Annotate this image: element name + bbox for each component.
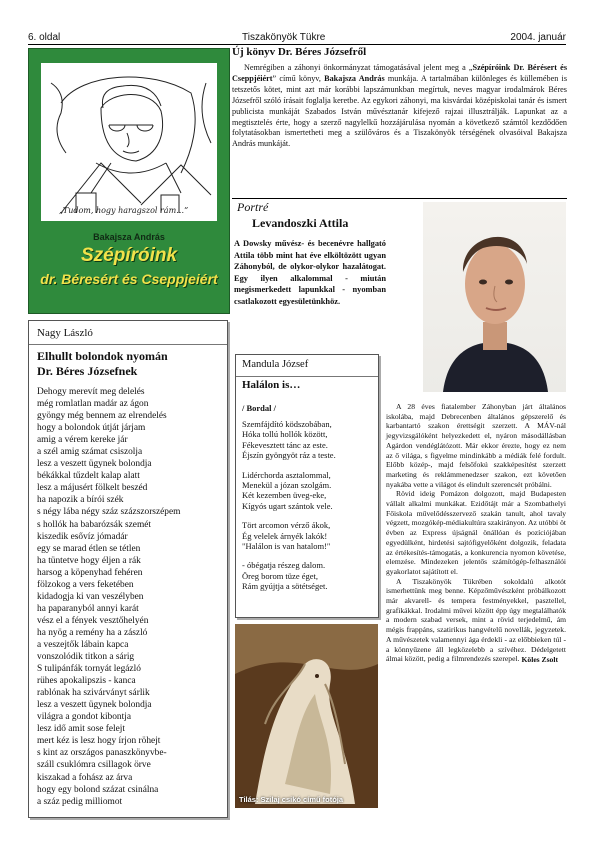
page-header: [28, 32, 566, 45]
poem2-line: "Halálon is van hatalom!": [242, 541, 331, 552]
poem1-line: mert kéz is lesz hogy írjon röhejt: [37, 736, 161, 747]
poem1-author: Nagy László: [37, 327, 93, 339]
poem2-genre: / Bordal /: [242, 403, 277, 413]
poem1-rule: [29, 344, 227, 345]
cover-author: Bakajsza András: [93, 232, 165, 242]
sculpture-photo: [235, 624, 378, 808]
poem2-line: Kígyós ugart szántok vele.: [242, 500, 333, 511]
poem1-line: ha tüntetve hogy éljen a rák: [37, 555, 141, 566]
poem2-stanzas: [242, 419, 374, 601]
book-article-headline: Új könyv Dr. Béres Józsefről: [232, 46, 367, 58]
photo-caption: Tilás: Szilaj csikó című fotója: [239, 795, 344, 804]
portrait-signature: Köles Zsolt: [521, 654, 558, 664]
book-article: [232, 46, 567, 150]
poem1-line: fölzokog a vers feketében: [37, 579, 134, 590]
poem1-line: lesz a veszett ügynek bolondja: [37, 700, 152, 711]
poem1-line: S tulipánfák tornyát legázló: [37, 664, 141, 675]
newspaper-title: Tiszakönyök Tükre: [242, 32, 326, 43]
poem1-line: még romlatlan madár az ágon: [37, 399, 149, 410]
poem1-line: száll csuklómra csillagok örve: [37, 760, 151, 771]
poem2-line: Két kezemben üveg-eke,: [242, 490, 327, 501]
poem1-line: békákkal tűzdelt kalap alatt: [37, 471, 140, 482]
poem1-line: lesz a májusért fölkelt beszéd: [37, 483, 148, 494]
cover-title-2: dr. Béresért és Cseppjeiért: [40, 271, 218, 287]
poem2-line: Fékevesztett tánc az este.: [242, 439, 328, 450]
poem1-line: kidadogja ki van veszélyben: [37, 591, 144, 602]
poem1-line: a veszejtők lábain kapca: [37, 639, 129, 650]
cover-caption: „Tudom, hogy haragszol rám…”: [59, 206, 189, 215]
poem1-line: hogy egy bolond százat csinálna: [37, 784, 159, 795]
poem2-stanza: [242, 520, 374, 551]
poem1-lines: [37, 386, 223, 808]
poem1-line: harsog a köpenyhad fehéren: [37, 567, 143, 578]
poem2-stanza: [242, 560, 374, 591]
poem1-line: vész el a fények vesztőhelyén: [37, 615, 149, 626]
poem-box-mandula: [235, 354, 379, 618]
portrait-drawing-icon: [41, 63, 217, 221]
poem1-line: egy se marad étlen se tétlen: [37, 543, 141, 554]
portrait-paragraph-1: A 28 éves fiatalember Záhonyban járt általános iskolába, majd Debrecenben általános gépszerelő és karbantartó szakon érettségit szerzett. A MÁV-nál jegyvizsgálóként helyezkedett el, nyáron másodállásban Agárdon vendéglátózott. Már ekkor érezte, hogy ez nem az ő világa, s figyelme mindinkább a médiák felé fordult. Előbb közép-, majd felsőfokú szakképesítést szerzett marketing és reklámmenedzser szakon, ezt követően nyakába vette a világot és elindult szerencsét próbálni.: [386, 402, 566, 489]
poem1-line: ha paparanyból annyi karát: [37, 603, 139, 614]
poem1-line: Dehogy merevít meg delelés: [37, 387, 145, 397]
poem2-rule: [236, 376, 378, 377]
poem1-line: s hollók ha babarózsák szemét: [37, 519, 152, 530]
poem1-line: világra a gondot kibontja: [37, 712, 131, 723]
portrait-lead: A Dowsky művész- és becenévre hallgató Attila több mint hat éve elköltözött ugyan Záhonyból, de olykor-olykor hazalátogat. Egy ilyen alkalommal - miután megismerkedett lapunkkal - nyomban csatlakozott egyesületünkhöz.: [234, 239, 386, 306]
driftwood-horse-icon: [235, 624, 378, 808]
issue-date: 2004. január: [510, 32, 566, 43]
poem1-line: kiszedik esővíz jómadár: [37, 531, 128, 542]
poem2-line: Menekül a józan szolgám.: [242, 480, 332, 491]
poem2-author: Mandula József: [242, 359, 309, 370]
poem2-line: Öreg borom tüze éget,: [242, 570, 318, 581]
poem-box-nagy: [28, 320, 228, 818]
poem1-line: a szél amig számat csiszolja: [37, 447, 143, 458]
poem2-line: Ég velelek árnyék lakók!: [242, 530, 328, 541]
poem2-title: Halálon is…: [242, 379, 301, 391]
poem1-line: lesz a veszett ügynek bolondja: [37, 459, 152, 470]
poem1-line: amig a vérem kereke jár: [37, 435, 128, 446]
portrait-photo: [423, 202, 566, 392]
poem1-line: rablónak ha szivárványt sárlik: [37, 688, 150, 699]
poem1-line: ha napozik a bírói szék: [37, 495, 124, 506]
portrait-name: Levandoszki Attila: [252, 216, 349, 230]
portrait-paragraph-2: Rövid ideig Pomázon dolgozott, majd Budapesten vállalt alkalmi munkákat. Ezidőtájt már a Szombathelyi Főiskola művelődésszervező szakán tanult, ahol tavaly végzett, mozgókép-médiakultúra szakirányon. Az utóbbi öt évben az Express újságnál önállóan és pozíciójában egyedülként, hirdetési sajtófigyelőként dolgozik, feladata az értékesítés-támogatás, a konkurencia nyomon követése, elemzése. Mindezeken jelentős számítógép-felhasználói gyakorlatot sajátított el.: [386, 489, 566, 576]
poem2-stanza: [242, 419, 374, 461]
poem1-line: kiszakad a fohász az árva: [37, 772, 133, 783]
poem2-line: Szemfájdító ködszobában,: [242, 419, 332, 429]
section-divider: [232, 198, 567, 199]
man-portrait-icon: [423, 202, 566, 392]
poem1-title: Elhullt bolondok nyomán: [37, 349, 168, 363]
poem1-line: ha nyög a remény ha a zászló: [37, 627, 148, 638]
poem2-line: - óbégatja részeg dalom.: [242, 560, 326, 571]
poem2-line: Rám gyújtja a sötétséget.: [242, 581, 328, 592]
poem1-dedication: Dr. Béres Józsefnek: [37, 364, 138, 378]
poem1-line: hogy a bolondok útját járjam: [37, 423, 146, 434]
page-number: 6. oldal: [28, 32, 61, 43]
poem2-line: Tört arcomon vérző ákok,: [242, 520, 331, 531]
poem1-line: vonszolódik titkon a sárig: [37, 652, 135, 663]
poem1-line: lesz idő amit sose felejt: [37, 724, 125, 735]
poem1-line: gyöngy még bennem az elrendelés: [37, 411, 167, 422]
poem2-line: Lidérchorda asztalommal,: [242, 469, 331, 480]
poem2-stanza: [242, 470, 374, 512]
book-cover: [28, 48, 230, 314]
poem2-line: Hóka tollú hollók között,: [242, 429, 328, 440]
cover-title-1: Szépíróink: [80, 245, 178, 266]
poem1-line: s négy lába négy száz százszorszépem: [37, 507, 181, 518]
cover-illustration: [41, 63, 217, 221]
book-article-body: Nemrégiben a záhonyi önkormányzat támogatásával jelent meg a „Szépíróink Dr. Bérésert és Cseppjéiért” című könyv, Bakajsza András munkája. A tartalmában különleges és küllemében is tetszetős kötet, mint azt már korábbi lapszámunkban megírtuk, neves magyar irodalmárok Béres Józsefről szóló írásait foglalja keretbe. Az egykori záhonyi, ma kisvárdai középiskolai tanár és ismert publicista munkáját Szabados István művésztanár kifejező rajzai illusztrálják. Lapunkat az a megtisztelés érte, hogy a szerző nagylelkű hozzájárulása nyomán a következő számtól kezdődően folytatásokban ismertetheti meg a szülőváros és a Tiszakönyök térségének olvasóival Bakajsza András munkáját.: [232, 63, 568, 149]
poem2-line: Éjszín gyöngyöt ráz a teste.: [242, 450, 336, 461]
portrait-body: [386, 402, 566, 665]
poem1-line: rühes apokalipszis - kanca: [37, 676, 136, 687]
portrait-paragraph-3: A Tiszakönyök Tükrében sokoldalú alkotót ismerhettünk meg benne. Képzőművészként próbálkozott már akvarell- és tempera festményekkel, pasztellel, grafikákkal. Irodalmi művei között épp úgy megtalálhatók a modern szabad versek, mint a rövid terjedelmű, ám mégis frappáns, szatirikus hangvételű novellák, jegyzetek. A művészetek valamennyi ága érdekli - az előbbieken túl - a könnyűzene áll legközelebb a szívéhez. Dédelgetett álmai között, pedig a filmrendezés szerepel.: [386, 576, 566, 664]
poem1-line: a száz pedig milliomot: [37, 796, 123, 807]
portrait-kicker: Portré: [237, 200, 269, 214]
poem1-line: s kint az országos panaszkönyvbe-: [37, 748, 167, 759]
